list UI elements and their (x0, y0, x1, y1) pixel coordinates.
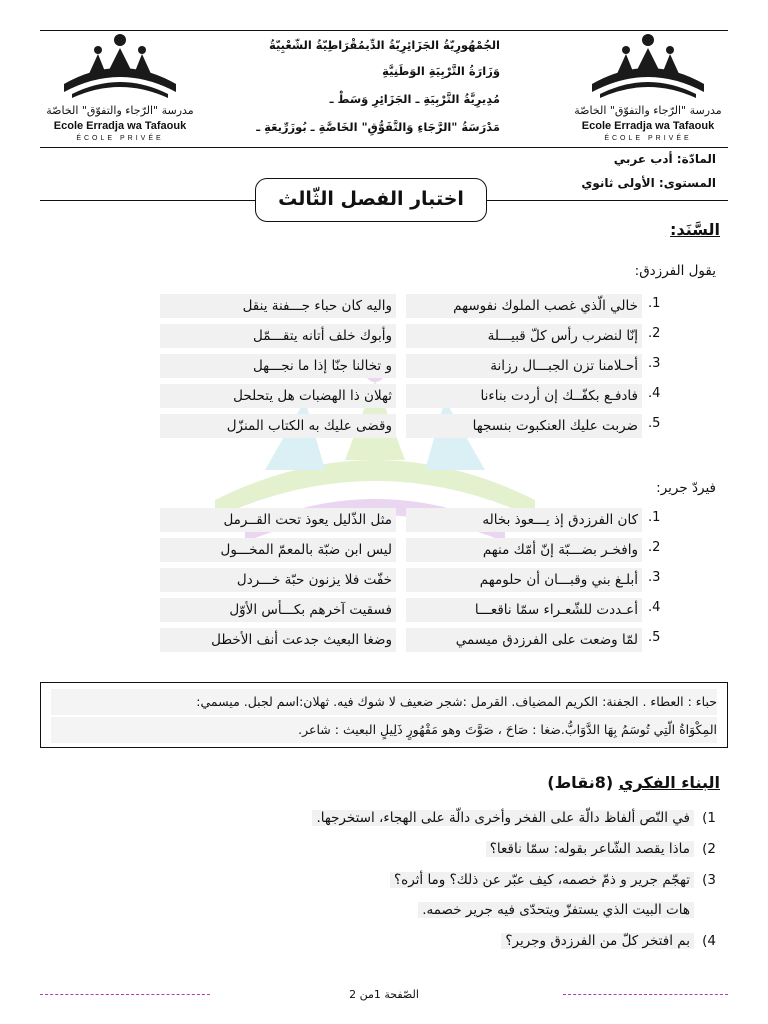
glossary-line: حباء : العطاء . الجفنة: الكريم المضياف. القرمل :شجر ضعيف لا شوك فيه. ثهلان:اسم لجبل. ميسمي: (51, 689, 717, 715)
verse-second-hemistich: فسقيت آخرهم بكـــأس الأوّل (160, 598, 396, 622)
verse-row (160, 384, 661, 408)
verse-second-hemistich: ثهلان ذا الهضبات هل يتحلحل (160, 384, 396, 408)
questions-heading (547, 773, 720, 792)
question-number: 1) (702, 810, 716, 826)
logo-emblem-icon (586, 32, 710, 104)
verse-second-hemistich: وضغا البعيث جدعت أنف الأخطل (160, 628, 396, 652)
question-item (501, 929, 724, 953)
verse-row (160, 628, 661, 652)
header-directorate: مُدِيرِيَّةُ التَّرْبِيَةِ ـ الجَزَائِرِ وَسَطْ ـ (329, 92, 500, 106)
question-number: 3) (702, 872, 716, 888)
question-text: تهجّم جرير و ذمّ خصمه، كيف عبّر عن ذلك؟ وما أثره؟ (390, 872, 694, 888)
question-item (312, 806, 724, 830)
verse-first-hemistich: لمّا وضعت على الفرزدق ميسمي (406, 628, 642, 652)
verse-row (160, 354, 661, 378)
verse-second-hemistich: و تخالنا جنّا إذا ما نجـــهل (160, 354, 396, 378)
verse-number: 2. (648, 540, 661, 555)
title-rule-right (487, 200, 728, 201)
verse-row (160, 294, 661, 318)
verse-number: 1. (648, 510, 661, 525)
verse-first-hemistich: كان الفرزدق إذ يـــعوذ بخاله (406, 508, 642, 532)
verse-number: 4. (648, 600, 661, 615)
logo-french-name: Ecole Erradja wa Tafaouk (53, 120, 187, 132)
verse-number: 1. (648, 296, 661, 311)
verse-number: 2. (648, 326, 661, 341)
header-ministry: وَزَارَةُ التَّرْبِيَةِ الوَطَنِيَّةِ (382, 64, 500, 78)
question-text: في النّص ألفاظ دالّة على الفخر وأخرى دالّة على الهجاء، استخرجها. (312, 810, 694, 826)
verse-second-hemistich: مثل الذّليل يعوذ تحت القــرمل (160, 508, 396, 532)
question-text: هات البيت الذي يستفزّ ويتحدّى فيه جرير خصمه. (418, 902, 694, 918)
verse-second-hemistich: ليس ابن ضبّة بالمعمّ المخـــول (160, 538, 396, 562)
verse-first-hemistich: خالي الّذي غصب الملوك نفوسهم (406, 294, 642, 318)
question-item (390, 868, 724, 892)
verse-row (160, 508, 661, 532)
verse-first-hemistich: أعـددت للشّعـراء سمّا ناقعـــا (406, 598, 642, 622)
page-number: الصّفحة 1من 2 (349, 988, 419, 1001)
glossary-line: المِكْوَاةُ الّتِي تُوسَمُ بِهَا الدَّوَابُّ.ضغا : صَاحَ ، صَوَّتَ وهو مَقْهُورٍ ذَلِيلٍ البعيث : شاعر. (51, 717, 717, 743)
question-item (418, 898, 724, 922)
logo-emblem-icon (58, 32, 182, 104)
header-republic: الجُمْهُورِيّةُ الجَزَائِرِيّةُ الدِّيمُقْرَاطِيّةُ الشّعْبِيّةُ (268, 38, 500, 52)
question-text: ماذا يقصد الشّاعر بقوله: سمّا ناقعا؟ (486, 841, 694, 857)
verse-second-hemistich: وأبوك خلف أتانه يتقـــمّل (160, 324, 396, 348)
verse-number: 5. (648, 630, 661, 645)
verse-number: 4. (648, 386, 661, 401)
verse-number: 3. (648, 570, 661, 585)
exam-title: اختبار الفصل الثّالث (255, 178, 487, 222)
question-item (486, 837, 724, 861)
logo-subtitle: ÉCOLE PRIVÉE (76, 135, 164, 142)
verse-row (160, 568, 661, 592)
level-label: المستوى: الأولى ثانوي (581, 176, 716, 190)
header-top-rule (40, 30, 728, 31)
jarir-intro: فيردّ جرير: (656, 480, 716, 496)
verse-first-hemistich: فادفـع بكفّــك إن أردت بناءنا (406, 384, 642, 408)
verse-first-hemistich: ضربت عليك العنكبوت بنسجها (406, 414, 642, 438)
glossary-box (40, 682, 728, 748)
verse-number: 3. (648, 356, 661, 371)
logo-arabic-name: مدرسة "الرّجاء والتفوّق" الخاصّة (46, 104, 194, 117)
verse-first-hemistich: إنّا لنضرب رأس كلّ قبيـــلة (406, 324, 642, 348)
verse-second-hemistich: وقضى عليك به الكتاب المنزّل (160, 414, 396, 438)
header-school: مَدْرَسَةُ "الرَّجَاءِ وَالتَّفَوُّقِ" الخَاصَّةِ ـ بُوزَرِّيعَةِ ـ (256, 120, 500, 134)
farazdaq-intro: يقول الفرزدق: (634, 263, 716, 279)
verse-row (160, 414, 661, 438)
question-number: 4) (702, 933, 716, 949)
logo-subtitle: ÉCOLE PRIVÉE (604, 135, 692, 142)
questions-points: (8نقاط) (547, 773, 614, 792)
school-logo-left (40, 32, 200, 150)
title-rule-left (40, 200, 255, 201)
verse-first-hemistich: وافخـر بضـــبّة إنّ أمّك منهم (406, 538, 642, 562)
verse-number: 5. (648, 416, 661, 431)
source-heading: السَّنَد: (670, 220, 720, 239)
verse-first-hemistich: أحـلامنا تزن الجبـــال رزانة (406, 354, 642, 378)
subject-label: المادّة: أدب عربي (613, 152, 716, 166)
question-text: بم افتخر كلّ من الفرزدق وجرير؟ (501, 933, 694, 949)
verse-first-hemistich: أبلـغ بني وقبـــان أن حلومهم (406, 568, 642, 592)
verse-row (160, 538, 661, 562)
verse-row (160, 598, 661, 622)
logo-arabic-name: مدرسة "الرّجاء والتفوّق" الخاصّة (574, 104, 722, 117)
school-logo-right (568, 32, 728, 150)
verse-second-hemistich: واليه كان حباء جـــفنة ينقل (160, 294, 396, 318)
verse-row (160, 324, 661, 348)
question-number: 2) (702, 841, 716, 857)
questions-heading-label: البناء الفكري (618, 773, 720, 792)
verse-second-hemistich: خفّت فلا يزنون حبّة خـــردل (160, 568, 396, 592)
logo-french-name: Ecole Erradja wa Tafaouk (581, 120, 715, 132)
